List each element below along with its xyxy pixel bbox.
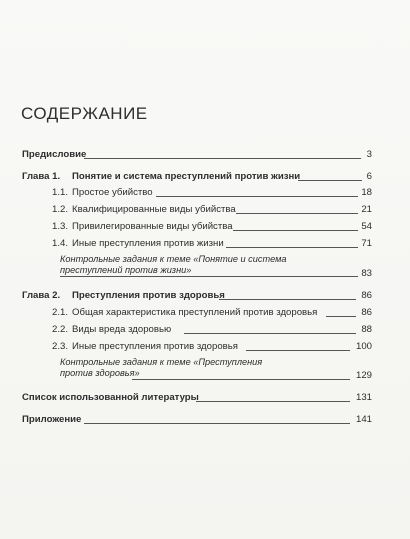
leader-line: [226, 247, 358, 248]
tasks-line-2: преступлений против жизни»: [60, 265, 192, 275]
item-number: 1.4.: [52, 238, 69, 249]
toc-item-2-3[interactable]: [52, 341, 238, 352]
tasks-line-1: Контрольные задания к теме «Преступления: [60, 357, 263, 367]
item-label: Иные преступления против жизни: [72, 238, 224, 249]
toc-page-number: 71: [361, 238, 372, 249]
item-number: 1.1.: [52, 187, 69, 198]
item-number: 1.3.: [52, 221, 69, 232]
toc-chapter-1[interactable]: [22, 171, 300, 182]
toc-tasks-chapter-1[interactable]: [60, 254, 287, 276]
toc-entry-bibliography[interactable]: [22, 392, 199, 403]
item-label: Квалифицированные виды убийства: [72, 204, 236, 215]
toc-item-1-1[interactable]: [52, 187, 153, 198]
item-label: Общая характеристика преступлений против здоровья: [72, 307, 318, 318]
toc-page-number: 129: [355, 370, 372, 381]
chapter-title: Преступления против здоровья: [72, 290, 225, 301]
chapter-title: Понятие и система преступлений против жизни: [72, 171, 301, 182]
toc-page-number: 54: [361, 221, 372, 232]
toc-page-number: 6: [366, 171, 372, 182]
toc-entry-appendix[interactable]: [22, 414, 81, 425]
toc-page-number: 18: [361, 187, 372, 198]
tasks-line-2: против здоровья»: [60, 368, 140, 378]
item-number: 2.3.: [52, 341, 69, 352]
leader-line: [196, 401, 350, 402]
item-number: 2.2.: [52, 324, 69, 335]
toc-page-number: 21: [361, 204, 372, 215]
leader-line: [184, 333, 356, 334]
tasks-line-1: Контрольные задания к теме «Понятие и система: [60, 254, 287, 264]
leader-line: [156, 196, 358, 197]
leader-line: [132, 379, 350, 380]
toc-item-1-2[interactable]: [52, 204, 236, 215]
toc-entry-preface[interactable]: [22, 149, 86, 160]
toc-page-number: 141: [355, 414, 372, 425]
toc-item-2-2[interactable]: [52, 324, 171, 335]
leader-line: [246, 350, 350, 351]
leader-line: [219, 299, 356, 300]
toc-item-1-3[interactable]: [52, 221, 233, 232]
toc-chapter-2[interactable]: [22, 290, 225, 301]
item-label: Простое убийство: [72, 187, 153, 198]
toc-page-number: 83: [361, 268, 372, 279]
toc-page-number: 88: [361, 324, 372, 335]
chapter-number: Глава 2.: [22, 290, 61, 301]
leader-line: [60, 276, 358, 277]
toc-entry-label: Список использованной литературы: [22, 392, 199, 403]
toc-page-number: 86: [361, 290, 372, 301]
toc-page-number: 131: [355, 392, 372, 403]
item-label: Иные преступления против здоровья: [72, 341, 238, 352]
toc-page-number: 86: [361, 307, 372, 318]
item-label: Виды вреда здоровью: [72, 324, 172, 335]
chapter-number: Глава 1.: [22, 171, 61, 182]
item-number: 2.1.: [52, 307, 69, 318]
leader-line: [236, 213, 358, 214]
leader-line: [298, 180, 362, 181]
toc-entry-label: Предисловие: [22, 149, 87, 160]
leader-line: [84, 423, 350, 424]
leader-line: [233, 230, 358, 231]
toc-page-number: 100: [355, 341, 372, 352]
leader-line: [326, 316, 356, 317]
leader-line: [84, 158, 361, 159]
toc-entry-label: Приложение: [22, 414, 82, 425]
toc-page-number: 3: [366, 149, 372, 160]
toc-item-1-4[interactable]: [52, 238, 224, 249]
toc-item-2-1[interactable]: [52, 307, 317, 318]
item-number: 1.2.: [52, 204, 69, 215]
page-title: СОДЕРЖАНИЕ: [21, 104, 148, 123]
toc-tasks-chapter-2[interactable]: [60, 357, 262, 379]
item-label: Привилегированные виды убийства: [72, 221, 233, 232]
